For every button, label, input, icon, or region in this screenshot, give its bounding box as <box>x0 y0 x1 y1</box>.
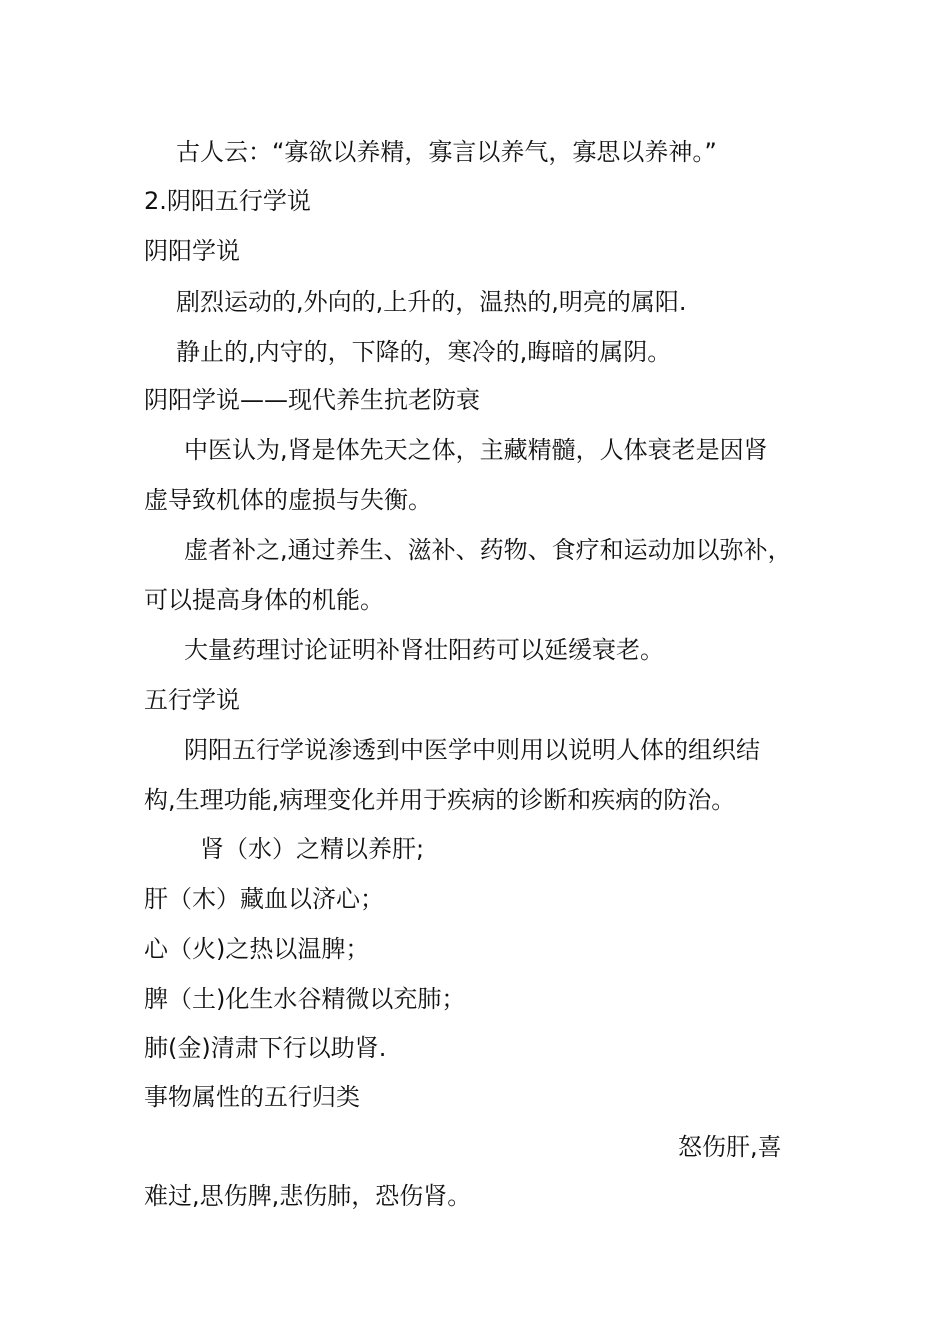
paragraph-line: 怒伤肝,喜 <box>678 1133 782 1161</box>
paragraph-line: 虚导致机体的虚损与失衡。 <box>144 486 432 514</box>
paragraph-line: 难过,思伤脾,悲伤肺，恐伤肾。 <box>144 1182 472 1210</box>
paragraph-line: 可以提高身体的机能。 <box>144 586 384 614</box>
subheading: 事物属性的五行归类 <box>144 1083 360 1111</box>
paragraph-line: 静止的,内守的，下降的，寒冷的,晦暗的属阴。 <box>176 338 672 366</box>
paragraph-line: 脾（土)化生水谷精微以充肺； <box>144 985 466 1013</box>
paragraph-line: 构,生理功能,病理变化并用于疾病的诊断和疾病的防治。 <box>144 786 736 814</box>
subheading: 阴阳学说 <box>144 237 240 265</box>
quote-line: 古人云：“寡欲以养精，寡言以养气，寡思以养神。” <box>176 138 717 166</box>
paragraph-line: 肝（木）藏血以济心； <box>144 885 384 913</box>
paragraph-line: 大量药理讨论证明补肾壮阳药可以延缓衰老。 <box>184 636 664 664</box>
paragraph-line: 阴阳五行学说渗透到中医学中则用以说明人体的组织结 <box>184 736 760 764</box>
section-heading: 2.阴阳五行学说 <box>144 187 311 215</box>
paragraph-line: 心（火)之热以温脾； <box>144 935 370 963</box>
paragraph-line: 肺(金)清肃下行以助肾. <box>144 1034 387 1062</box>
subheading: 阴阳学说——现代养生抗老防衰 <box>144 386 480 414</box>
paragraph-line: 虚者补之,通过养生、滋补、药物、食疗和运动加以弥补， <box>184 536 792 564</box>
paragraph-line: 肾（水）之精以养肝; <box>200 835 425 863</box>
subheading: 五行学说 <box>144 686 240 714</box>
paragraph-line: 剧烈运动的,外向的,上升的，温热的,明亮的属阳. <box>176 288 687 316</box>
paragraph-line: 中医认为,肾是体先天之体，主藏精髓，人体衰老是因肾 <box>184 436 768 464</box>
